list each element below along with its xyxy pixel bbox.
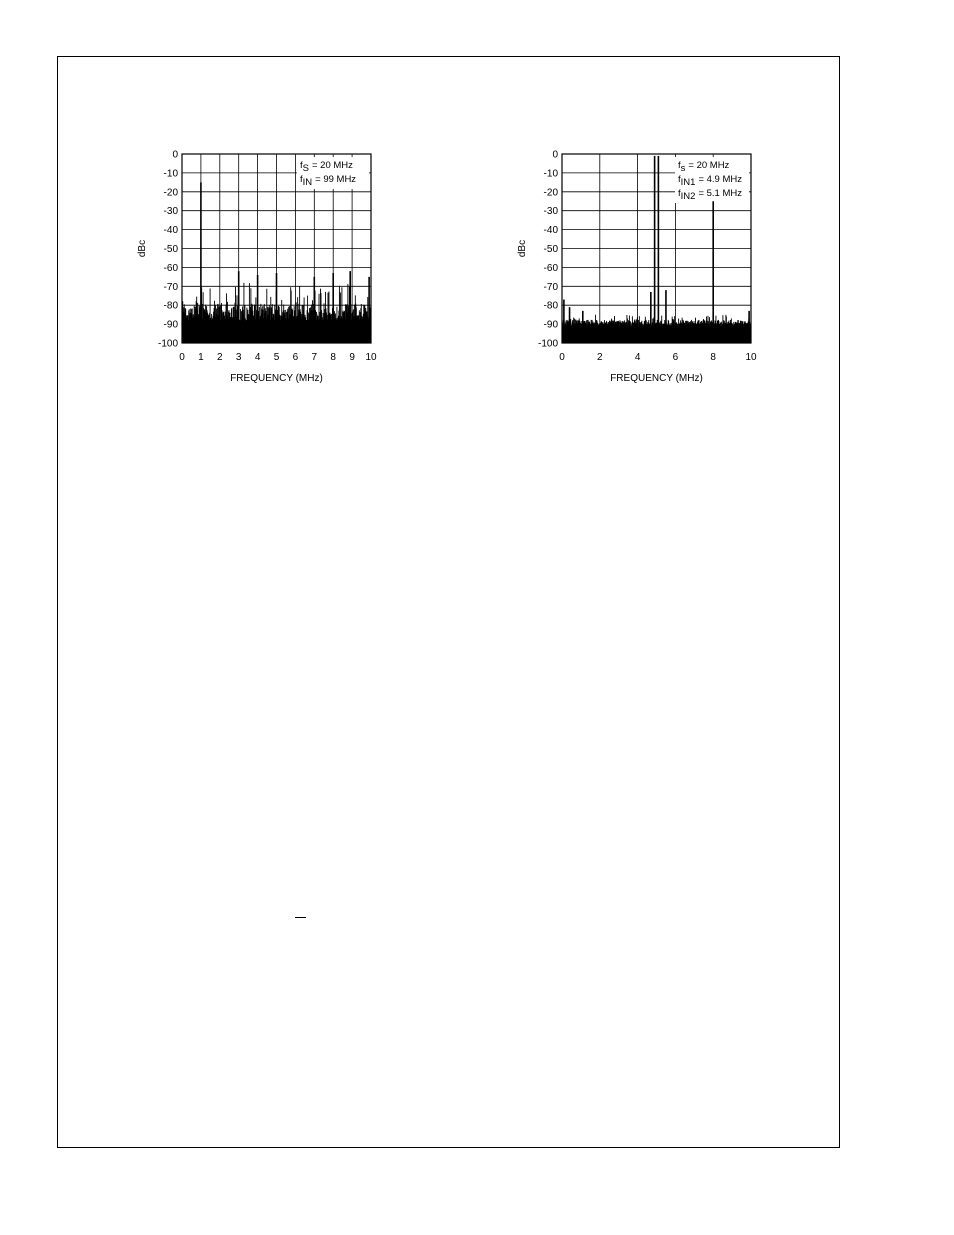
x-tick-label: 4 — [634, 352, 641, 363]
legend-entry: fIN = 99 MHz — [300, 174, 357, 188]
x-tick-label: 6 — [292, 352, 299, 363]
overline-mark — [295, 917, 306, 918]
y-tick-label: -30 — [163, 206, 178, 218]
legend-entry: fIN1 = 4.9 MHz — [678, 174, 742, 188]
y-tick-label: 0 — [172, 149, 178, 161]
y-tick-label: -60 — [543, 262, 558, 274]
x-axis-label: FREQUENCY (MHz) — [230, 373, 323, 384]
y-tick-label: -50 — [163, 244, 178, 255]
y-tick-label: -80 — [543, 300, 558, 312]
x-tick-label: 0 — [559, 352, 565, 363]
y-tick-label: -90 — [163, 319, 178, 331]
x-tick-label: 1 — [198, 352, 204, 363]
spectrum-chart-left — [132, 140, 402, 390]
x-tick-label: 9 — [349, 352, 355, 363]
y-tick-label: -60 — [163, 262, 178, 274]
x-tick-label: 3 — [235, 352, 242, 363]
x-tick-label: 6 — [672, 352, 679, 363]
y-tick-label: -90 — [543, 319, 558, 331]
x-tick-label: 10 — [745, 352, 757, 363]
x-tick-label: 5 — [273, 352, 280, 363]
y-tick-label: -100 — [157, 338, 178, 350]
y-tick-label: -10 — [543, 168, 558, 180]
y-tick-label: -70 — [543, 281, 558, 293]
y-tick-label: 0 — [552, 149, 558, 161]
x-tick-label: 10 — [365, 352, 377, 363]
y-tick-label: -100 — [537, 338, 558, 350]
y-tick-label: -30 — [543, 206, 558, 218]
legend-entry: fS = 20 MHz — [300, 160, 353, 174]
spectrum-chart-right — [512, 140, 782, 390]
noise-floor — [562, 315, 751, 343]
x-tick-label: 7 — [311, 352, 318, 363]
y-tick-label: -50 — [543, 244, 558, 255]
legend-entry: fs = 20 MHz — [678, 160, 730, 174]
x-tick-label: 0 — [179, 352, 185, 363]
x-tick-label: 8 — [330, 352, 336, 363]
y-tick-label: -40 — [163, 225, 178, 237]
y-axis-label: dBc — [137, 239, 148, 258]
x-axis-label: FREQUENCY (MHz) — [610, 373, 703, 384]
y-tick-label: -70 — [163, 281, 178, 293]
x-tick-label: 4 — [254, 352, 261, 363]
y-tick-label: -40 — [543, 225, 558, 237]
x-tick-label: 8 — [710, 352, 716, 363]
x-tick-label: 2 — [217, 352, 223, 363]
y-tick-label: -20 — [163, 187, 178, 199]
y-tick-label: -10 — [163, 168, 178, 180]
y-tick-label: -80 — [163, 300, 178, 312]
legend-entry: fIN2 = 5.1 MHz — [678, 188, 742, 202]
x-tick-label: 2 — [597, 352, 603, 363]
y-tick-label: -20 — [543, 187, 558, 199]
y-axis-label: dBc — [517, 239, 528, 258]
